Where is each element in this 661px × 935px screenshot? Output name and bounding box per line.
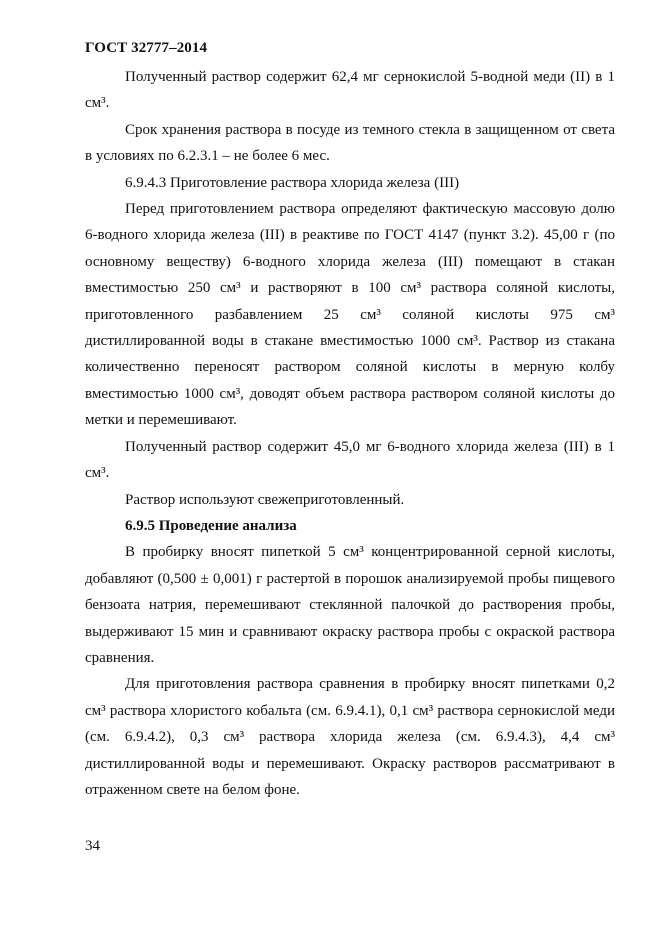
paragraph-iron-chloride-preparation: Перед приготовлением раствора определяют фактическую массовую долю 6-водного хлорида железа (III) в реактиве по ГОСТ 4147 (пункт 3.2). 45,00 г (по основному веществу) 6-водного хлорида железа (III) помещают в стакан вместимостью 250 см³ и растворяют в 100 см³ раствора соляной кислоты, приготовленного разбавлением 25 см³ соляной кислоты 975 см³ дистиллированной воды в стакане вместимостью 1000 см³. Раствор из стакана количественно переносят раствором соляной кислоты в мерную колбу вместимостью 1000 см³, доводят объем раствора раствором соляной кислоты до метки и перемешивают. <box>85 201 615 429</box>
paragraph-storage-term: Срок хранения раствора в посуде из темного стекла в защищенном от света в условиях по 6.2.3.1 – не более 6 мес. <box>85 121 615 165</box>
paragraph-iron-solution-content: Полученный раствор содержит 45,0 мг 6-водного хлорида железа (III) в 1 см³. <box>85 438 615 482</box>
paragraph-analysis-procedure: В пробирку вносят пипеткой 5 см³ концентрированной серной кислоты, добавляют (0,500 ± 0,001) г растертой в порошок анализируемой пробы пищевого бензоата натрия, перемешивают стеклянной палочкой до растворения пробы, выдерживают 15 мин и сравнивают окраску раствора пробы с окраской раствора сравнения. <box>85 544 615 666</box>
document-body <box>85 64 615 803</box>
paragraph-freshly-prepared: Раствор используют свежеприготовленный. <box>125 491 405 508</box>
subsection-heading-6-9-4-3: 6.9.4.3 Приготовление раствора хлорида железа (III) <box>125 174 460 191</box>
paragraph-reference-solution: Для приготовления раствора сравнения в пробирку вносят пипетками 0,2 см³ раствора хлористого кобальта (см. 6.9.4.1), 0,1 см³ раствора сернокислой меди (см. 6.9.4.2), 0,3 см³ раствора хлорида железа (см. 6.9.4.3), 4,4 см³ дистиллированной воды и перемешивают. Окраску растворов рассматривают в отраженном свете на белом фоне. <box>85 676 615 798</box>
paragraph-copper-solution-content: Полученный раствор содержит 62,4 мг сернокислой 5-водной меди (II) в 1 см³. <box>85 69 615 112</box>
page-number: 34 <box>85 838 100 854</box>
section-heading-6-9-5: 6.9.5 Проведение анализа <box>125 517 297 534</box>
document-header: ГОСТ 32777–2014 <box>85 40 208 56</box>
